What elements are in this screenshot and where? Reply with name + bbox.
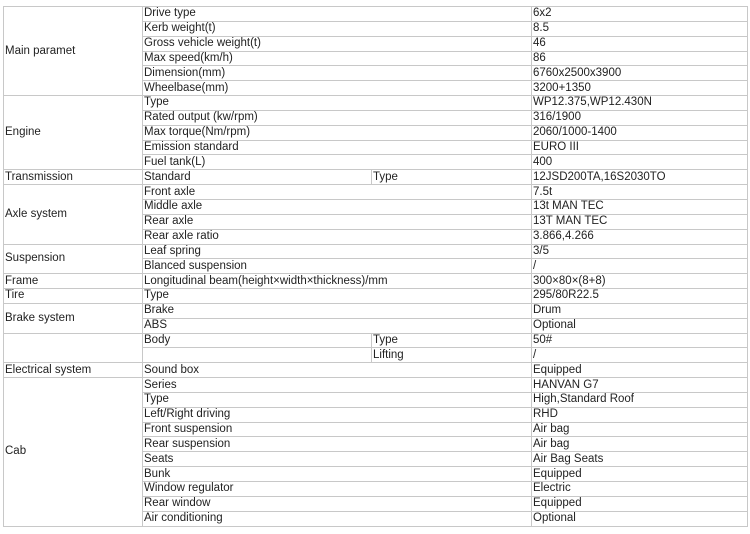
category-cell: Transmission xyxy=(4,170,143,185)
value-cell: 86 xyxy=(532,51,748,66)
item-cell: Longitudinal beam(height×width×thickness)/mm xyxy=(143,274,532,289)
category-cell: Axle system xyxy=(4,185,143,244)
item-cell: Bunk xyxy=(143,467,532,482)
value-cell: Air bag xyxy=(532,437,748,452)
category-cell: Electrical system xyxy=(4,363,143,378)
value-cell: HANVAN G7 xyxy=(532,378,748,393)
table-row xyxy=(4,289,748,304)
category-cell: Main paramet xyxy=(4,7,143,96)
value-cell: EURO III xyxy=(532,140,748,155)
item-cell: Rear axle ratio xyxy=(143,229,532,244)
item-cell: Rated output (kw/rpm) xyxy=(143,110,532,125)
value-cell: High,Standard Roof xyxy=(532,392,748,407)
item-cell: Dimension(mm) xyxy=(143,66,532,81)
value-cell: 3/5 xyxy=(532,244,748,259)
table-row xyxy=(4,170,748,185)
category-cell xyxy=(4,333,143,363)
value-cell: Air Bag Seats xyxy=(532,452,748,467)
value-cell: Equipped xyxy=(532,363,748,378)
item-cell: Gross vehicle weight(t) xyxy=(143,36,532,51)
item-cell: Middle axle xyxy=(143,199,532,214)
value-cell: Equipped xyxy=(532,467,748,482)
item-cell: Rear suspension xyxy=(143,437,532,452)
value-cell: 12JSD200TA,16S2030TO xyxy=(532,170,748,185)
table-row xyxy=(4,244,748,259)
value-cell: 400 xyxy=(532,155,748,170)
value-cell: / xyxy=(532,259,748,274)
item-cell: Blanced suspension xyxy=(143,259,532,274)
value-cell: 13t MAN TEC xyxy=(532,199,748,214)
item-cell: Type xyxy=(143,392,532,407)
item-cell: Kerb weight(t) xyxy=(143,21,532,36)
item-cell: Sound box xyxy=(143,363,532,378)
table-row xyxy=(4,363,748,378)
item-cell: Window regulator xyxy=(143,482,532,497)
value-cell: 295/80R22.5 xyxy=(532,289,748,304)
value-cell: / xyxy=(532,348,748,363)
category-cell: Brake system xyxy=(4,303,143,333)
table-row xyxy=(4,7,748,22)
category-cell: Cab xyxy=(4,378,143,526)
item-cell: ABS xyxy=(143,318,532,333)
category-cell: Engine xyxy=(4,96,143,170)
table-row xyxy=(4,303,748,318)
table-row xyxy=(4,378,748,393)
category-cell: Suspension xyxy=(4,244,143,274)
item-cell: Seats xyxy=(143,452,532,467)
value-cell: Air bag xyxy=(532,422,748,437)
value-cell: 50# xyxy=(532,333,748,348)
subitem-cell: Lifting xyxy=(372,348,532,363)
item-cell: Max speed(km/h) xyxy=(143,51,532,66)
value-cell: Optional xyxy=(532,318,748,333)
value-cell: Electric xyxy=(532,482,748,497)
table-row xyxy=(4,185,748,200)
value-cell: 13T MAN TEC xyxy=(532,214,748,229)
table-row xyxy=(4,274,748,289)
value-cell: 300×80×(8+8) xyxy=(532,274,748,289)
item-cell: Brake xyxy=(143,303,532,318)
table-row xyxy=(4,96,748,111)
value-cell: 46 xyxy=(532,36,748,51)
item-cell: Front axle xyxy=(143,185,532,200)
value-cell: Drum xyxy=(532,303,748,318)
value-cell: 6x2 xyxy=(532,7,748,22)
item-cell xyxy=(143,348,372,363)
item-cell: Emission standard xyxy=(143,140,532,155)
value-cell: WP12.375,WP12.430N xyxy=(532,96,748,111)
item-cell: Wheelbase(mm) xyxy=(143,81,532,96)
table-row xyxy=(4,333,748,348)
value-cell: Optional xyxy=(532,511,748,526)
subitem-cell: Type xyxy=(372,170,532,185)
item-cell: Type xyxy=(143,96,532,111)
item-cell: Rear axle xyxy=(143,214,532,229)
value-cell: 2060/1000-1400 xyxy=(532,125,748,140)
item-cell: Air conditioning xyxy=(143,511,532,526)
item-cell: Standard xyxy=(143,170,372,185)
item-cell: Drive type xyxy=(143,7,532,22)
item-cell: Body xyxy=(143,333,372,348)
value-cell: RHD xyxy=(532,407,748,422)
item-cell: Max torque(Nm/rpm) xyxy=(143,125,532,140)
item-cell: Type xyxy=(143,289,532,304)
category-cell: Tire xyxy=(4,289,143,304)
value-cell: 3200+1350 xyxy=(532,81,748,96)
item-cell: Leaf spring xyxy=(143,244,532,259)
value-cell: 3.866,4.266 xyxy=(532,229,748,244)
item-cell: Rear window xyxy=(143,496,532,511)
subitem-cell: Type xyxy=(372,333,532,348)
value-cell: 6760x2500x3900 xyxy=(532,66,748,81)
value-cell: 8.5 xyxy=(532,21,748,36)
item-cell: Left/Right driving xyxy=(143,407,532,422)
value-cell: Equipped xyxy=(532,496,748,511)
category-cell: Frame xyxy=(4,274,143,289)
item-cell: Series xyxy=(143,378,532,393)
item-cell: Front suspension xyxy=(143,422,532,437)
spec-table-body xyxy=(4,7,748,527)
spec-table xyxy=(3,6,748,527)
value-cell: 7.5t xyxy=(532,185,748,200)
value-cell: 316/1900 xyxy=(532,110,748,125)
item-cell: Fuel tank(L) xyxy=(143,155,532,170)
